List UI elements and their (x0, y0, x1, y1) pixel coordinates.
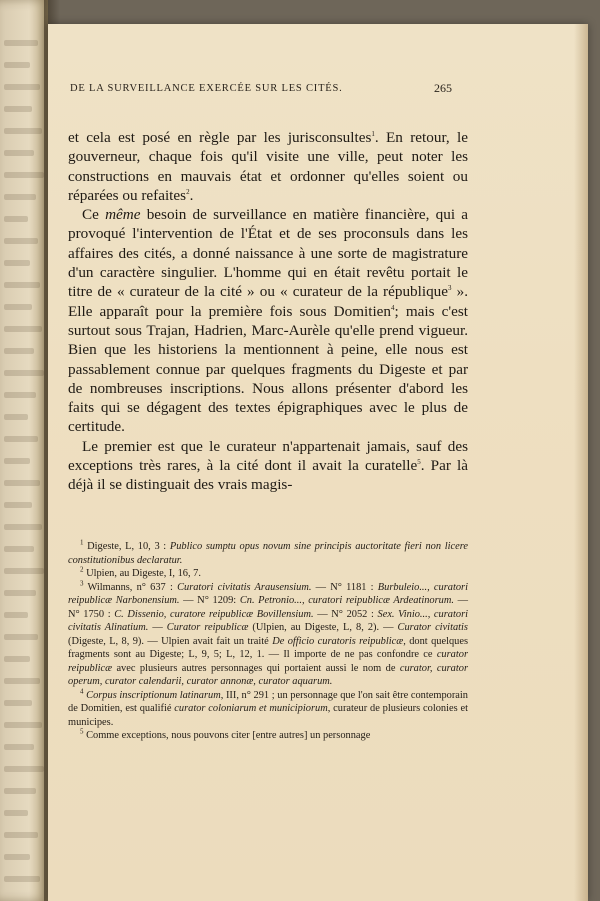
footnotes (68, 540, 468, 743)
facing-page-text-trace (4, 744, 34, 750)
facing-page-text-trace (4, 568, 44, 574)
italic-run: curator coloniarum et municipiorum (174, 703, 328, 714)
text-run: ; mais c'est surtout sous Trajan, Hadrien, Marc-Aurèle qu'elle prend vigueur. Bien que les historiens la mentionnent à peine, elle nous est passablement connue par quelques fragments du Digeste et par de nombreuses inscriptions. Nous allons présenter d'abord les faits qui se dégagent des textes épigraphiques avec le plus de certitude. (68, 302, 468, 436)
italic-run: Sex. Vinio..., curatori civitatis Alinatium. (68, 608, 468, 633)
footnote (68, 581, 468, 689)
text-run: besoin de surveillance en matière financière, qui a provoqué l'intervention de l'État et de ses proconsuls dans les affaires des cités, a donné naissance à une sorte de magistrature d'un caractère singulier. L'homme qui en était revêtu portait le titre de « curateur de la cité » ou « curateur de la république (68, 206, 468, 301)
italic-run: Burbuleio..., curatori reipublicæ Narbonensium. (68, 581, 468, 606)
text-run: ». Elle apparaît pour la première fois sous Domitien (68, 283, 469, 320)
facing-page-text-trace (4, 392, 36, 398)
facing-page-text-trace (4, 458, 30, 464)
facing-page-text-trace (4, 832, 38, 838)
text-run: — N° 2052 : (313, 608, 378, 620)
italic-run: Curator reipublicæ (166, 622, 249, 633)
facing-page-text-trace (4, 216, 28, 222)
page-number: 265 (434, 81, 452, 95)
footnote-marker: 5 (417, 457, 421, 466)
text-run: avec plusieurs autres personnages qui portaient aussi le nom de (112, 662, 400, 674)
italic-run: Curator civitatis (397, 622, 468, 633)
footnote-marker: 2 (80, 565, 84, 574)
facing-page-text-trace (4, 480, 40, 486)
footnote-marker: 4 (391, 303, 395, 312)
facing-page-text-trace (4, 348, 34, 354)
facing-page-text-trace (4, 502, 32, 508)
text-run: Digeste, L, 10, 3 : (83, 541, 170, 552)
text-run: Ulpien, au Digeste, I, 16, 7. (83, 568, 201, 579)
facing-page-text-trace (4, 854, 30, 860)
footnote-marker: 3 (448, 284, 452, 293)
facing-page-text-trace (4, 678, 40, 684)
running-head: DE LA SURVEILLANCE EXERCÉE SUR LES CITÉS. (70, 83, 343, 94)
footnote (68, 729, 468, 743)
text-run: . Par là déjà il se distinguait des vrais magis- (68, 457, 468, 494)
facing-page-text-trace (4, 172, 44, 178)
italic-run: Corpus inscriptionum latinarum (86, 689, 221, 701)
facing-page-text-trace (4, 40, 38, 46)
facing-page-text-trace (4, 106, 32, 112)
page-edge-shading (574, 24, 588, 901)
italic-run: Publico sumptu opus novum sine principis auctoritate fieri non licere constitutionibus declaratur. (68, 541, 468, 566)
paragraph (68, 205, 468, 437)
facing-page-text-trace (4, 876, 40, 882)
italic-run: Curatori civitatis Arausensium. (177, 581, 312, 593)
facing-page-text-trace (4, 414, 28, 420)
text-run: , dont quelques fragments sont au Digeste; L, 9, 5; L, 12, 1. — Il importe de ne pas confondre ce (68, 635, 468, 660)
text-run: (Digeste, L, 8, 9). — Ulpien avait fait un traité (68, 635, 273, 647)
text-run: . En retour, le gouverneur, chaque fois qu'il visite une ville, peut noter les constructions en mauvais état et ordonner qu'elles soient ou réparées ou refaites (68, 129, 468, 204)
footnote (68, 540, 468, 567)
text-run: Comme exceptions, nous pouvons citer [entre autres] un personnage (83, 730, 371, 741)
facing-page-text-trace (4, 326, 42, 332)
facing-page-text-trace (4, 612, 28, 618)
facing-page-text-trace (4, 150, 34, 156)
italic-run: Cn. Petronio..., curatori reipublicæ Ardeatinorum. (239, 595, 454, 606)
facing-page-text-trace (4, 62, 30, 68)
facing-page-text-trace (4, 304, 32, 310)
text-run: , III, n° 291 ; un personnage que l'on sait être contemporain de Domitien, est qualifié (68, 689, 468, 714)
text-run: — N° 1209: (179, 595, 240, 606)
text-run: (Ulpien, au Digeste, L, 8, 2). — (248, 622, 398, 633)
facing-page-text-trace (4, 238, 38, 244)
text-run: — N° 1181 : (311, 581, 378, 593)
facing-page-text-trace (4, 590, 36, 596)
main-text (68, 128, 468, 495)
footnote-marker: 5 (80, 727, 84, 736)
facing-page-edge (0, 0, 48, 901)
facing-page-text-trace (4, 546, 34, 552)
text-run: Wilmanns, n° 637 : (83, 581, 178, 593)
footnote-marker: 3 (80, 579, 84, 588)
facing-page-text-trace (4, 722, 42, 728)
facing-page-text-trace (4, 788, 36, 794)
paragraph (68, 128, 468, 205)
facing-page-text-trace (4, 810, 28, 816)
italic-run: curator reipublicæ (68, 649, 468, 674)
footnote-marker: 1 (80, 538, 84, 547)
footnote-marker: 1 (371, 129, 375, 138)
facing-page-text-trace (4, 84, 40, 90)
footnote (68, 567, 468, 581)
italic-run: C. Dissenio, curatore reipublicæ Bovillensium. (114, 608, 314, 620)
text-run: Le premier est que le curateur n'appartenait jamais, sauf des exceptions très rares, à la cité dont il avait la curatelle (68, 437, 468, 475)
text-run: Ce (82, 206, 106, 224)
facing-page-text-trace (4, 282, 40, 288)
facing-page-text-trace (4, 128, 42, 134)
text-run: , curateur de plusieurs colonies et municipes. (68, 703, 468, 728)
paragraph (68, 437, 468, 495)
italic-run: De officio curatoris reipublicæ (272, 635, 404, 647)
facing-page-text-trace (4, 656, 30, 662)
footnote-marker: 2 (186, 187, 190, 196)
text-run: — (148, 622, 167, 633)
facing-page-text-trace (4, 766, 44, 772)
italic-run: même (105, 206, 141, 224)
facing-page-text-trace (4, 700, 32, 706)
footnote (68, 689, 468, 730)
text-run: . (189, 186, 194, 204)
facing-page-text-trace (4, 436, 38, 442)
text-run: — N° 1750 : (68, 595, 468, 620)
footnote-marker: 4 (80, 687, 84, 696)
text-run: et cela est posé en règle par les jurisconsultes (68, 129, 372, 146)
facing-page-text-trace (4, 260, 30, 266)
facing-page-text-trace (4, 194, 36, 200)
facing-page-text-trace (4, 524, 42, 530)
facing-page-text-trace (4, 634, 38, 640)
italic-run: curator, curator operum, curator calendarii, curator annonæ, curator aquarum. (68, 662, 469, 687)
facing-page-text-trace (4, 370, 44, 376)
